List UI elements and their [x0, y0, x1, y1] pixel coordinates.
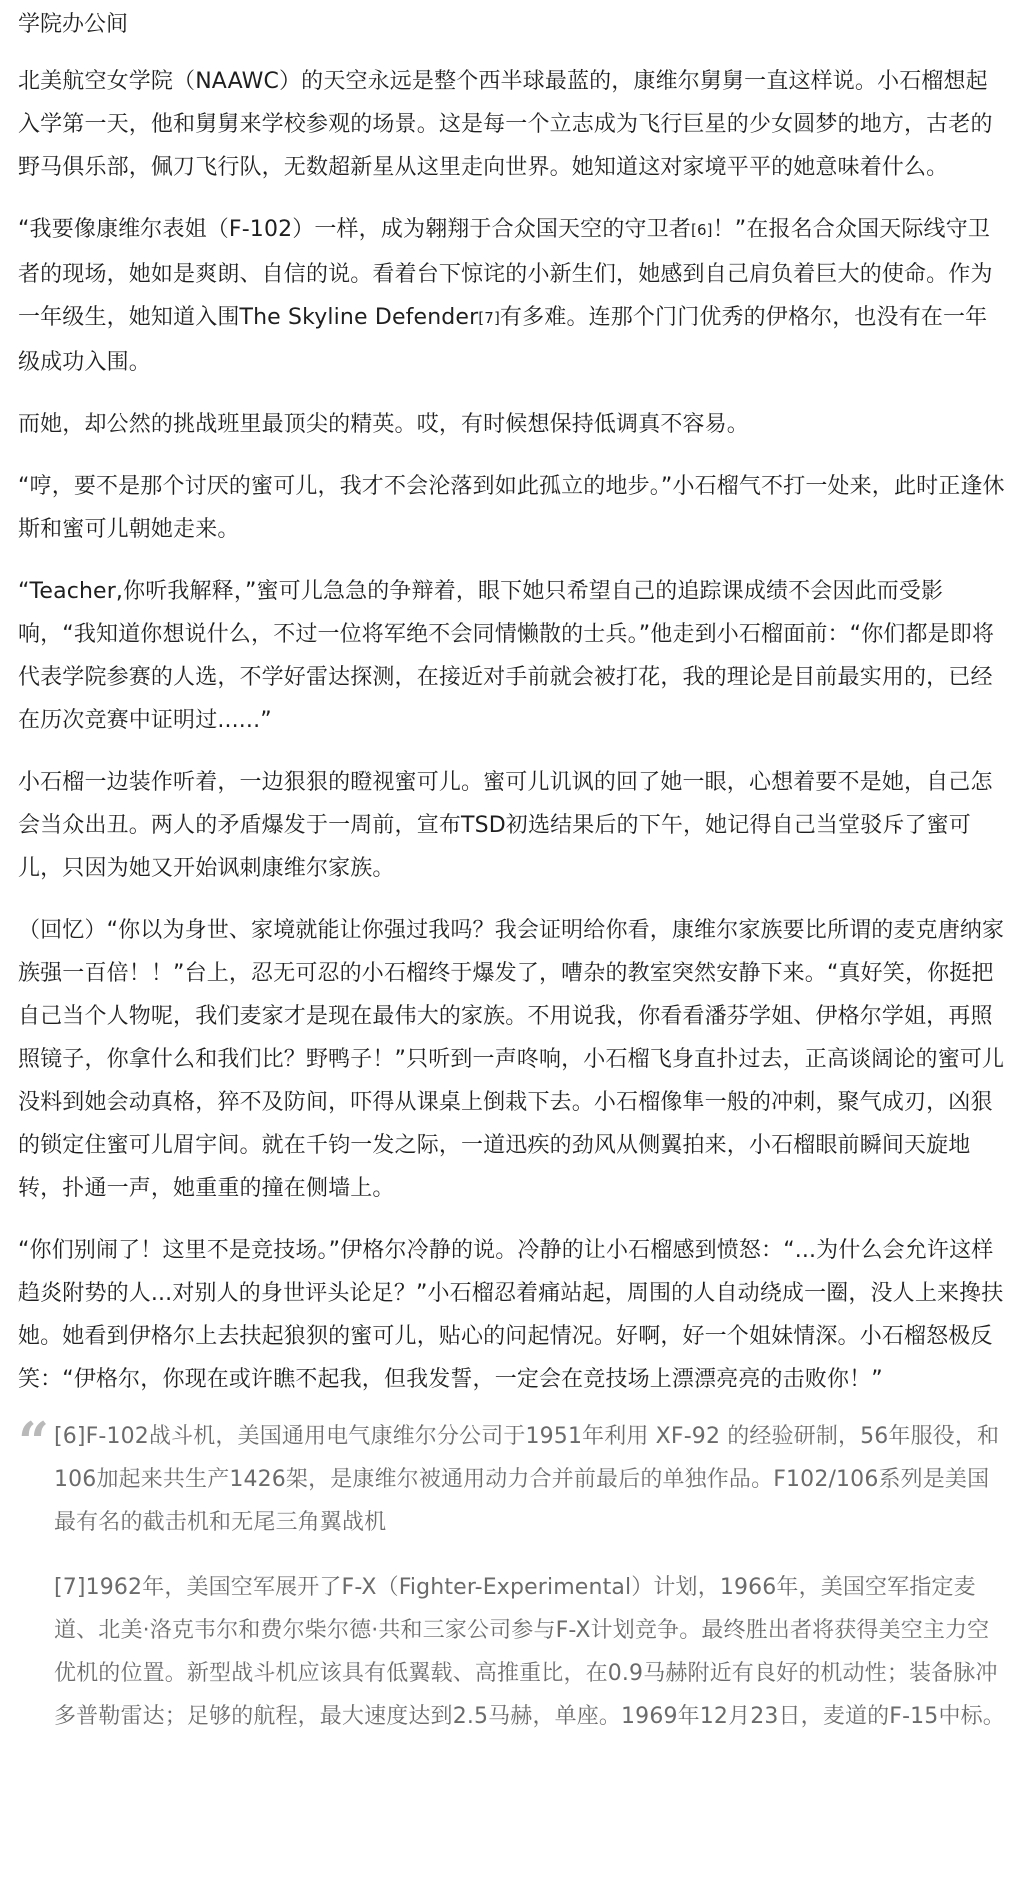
paragraph-2: [18, 208, 1009, 384]
paragraph-2-part-3: 有多难。连那个门门优秀的伊格尔，也没有在一年级成功入围。: [18, 305, 988, 375]
paragraph-1: 北美航空女学院（NAAWC）的天空永远是整个西半球最蓝的，康维尔舅舅一直这样说。小石榴想起入学第一天，他和舅舅来学校参观的场景。这是每一个立志成为飞行巨星的少女圆梦的地方，古老的野马俱乐部，佩刀飞行队，无数超新星从这里走向世界。她知道这对家境平平的她意味着什么。: [18, 69, 993, 180]
paragraph-8: “你们别闹了！这里不是竞技场。”伊格尔冷静的说。冷静的让小石榴感到愤怒：“...为什么会允许这样趋炎附势的人...对别人的身世评头论足？”小石榴忍着痛站起，周围的人自动绕成一圈，没人上来搀扶她。她看到伊格尔上去扶起狼狈的蜜可儿，贴心的问起情况。好啊，好一个姐妹情深。小石榴怒极反笑：“伊格尔，你现在或许瞧不起我，但我发誓，一定会在竞技场上漂漂亮亮的击败你！”: [18, 1238, 1004, 1392]
footnotes-blockquote: [18, 1410, 1009, 1738]
paragraph-2-part-1: “我要像康维尔表姐（F-102）一样，成为翱翔于合众国天空的守卫者: [18, 217, 691, 242]
paragraph-7: （回忆）“你以为身世、家境就能让你强过我吗？我会证明给你看，康维尔家族要比所谓的麦克唐纳家族强一百倍！！”台上，忍无可忍的小石榴终于爆发了，嘈杂的教室突然安静下来。“真好笑，你挺把自己当个人物呢，我们麦家才是现在最伟大的家族。不用说我，你看看潘芬学姐、伊格尔学姐，再照照镜子，你拿什么和我们比？野鸭子！”只听到一声咚响，小石榴飞身直扑过去，正高谈阔论的蜜可儿没料到她会动真格，猝不及防间，吓得从课桌上倒栽下去。小石榴像隼一般的冲刺，聚气成刃，凶狠的锁定住蜜可儿眉宇间。就在千钧一发之际，一道迅疾的劲风从侧翼拍来，小石榴眼前瞬间天旋地转，扑通一声，她重重的撞在侧墙上。: [18, 918, 1005, 1201]
paragraph-4: “哼，要不是那个讨厌的蜜可儿，我才不会沦落到如此孤立的地步。”小石榴气不打一处来，此时正逢休斯和蜜可儿朝她走来。: [18, 474, 1005, 542]
quote-icon: “: [18, 1410, 50, 1474]
footnote-ref-6[interactable]: [6]: [690, 221, 713, 239]
paragraph-2-part-2: ！”在报名合众国天际线守卫者的现场，她如是爽朗、自信的说。看着台下惊诧的小新生们，她感到自己肩负着巨大的使命。作为一年级生，她知道入围The Skyline Defender: [18, 217, 993, 330]
paragraph-5: “Teacher,你听我解释，”蜜可儿急急的争辩着，眼下她只希望自己的追踪课成绩不会因此而受影响，“我知道你想说什么，不过一位将军绝不会同情懒散的士兵。”他走到小石榴面前：“你们都是即将代表学院参赛的人选，不学好雷达探测，在接近对手前就会被打花，我的理论是目前最实用的，已经在历次竞赛中证明过......”: [18, 579, 995, 733]
paragraph-6: 小石榴一边装作听着，一边狠狠的瞪视蜜可儿。蜜可儿讥讽的回了她一眼，心想着要不是她，自己怎会当众出丑。两人的矛盾爆发于一周前，宣布TSD初选结果后的下午，她记得自己当堂驳斥了蜜可儿，只因为她又开始讽刺康维尔家族。: [18, 770, 993, 881]
section-heading: 学院办公间: [18, 12, 129, 37]
footnote-7: [7]1962年，美国空军展开了F-X（Fighter-Experimental）计划，1966年，美国空军指定麦道、北美·洛克韦尔和费尔柴尔德·共和三家公司参与F-X计划竞争。最终胜出者将获得美空主力空优机的位置。新型战斗机应该具有低翼载、高推重比，在0.9马赫附近有良好的机动性；装备脉冲多普勒雷达；足够的航程，最大速度达到2.5马赫，单座。1969年12月23日，麦道的F-15中标。: [54, 1575, 1005, 1729]
footnote-6: [6]F-102战斗机，美国通用电气康维尔分公司于1951年利用 XF-92 的经验研制，56年服役，和106加起来共生产1426架，是康维尔被通用动力合并前最后的单独作品。F102/106系列是美国最有名的截击机和无尾三角翼战机: [54, 1424, 1000, 1535]
footnote-ref-7[interactable]: [7]: [478, 309, 500, 327]
paragraph-3: 而她，却公然的挑战班里最顶尖的精英。哎，有时候想保持低调真不容易。: [18, 412, 749, 437]
